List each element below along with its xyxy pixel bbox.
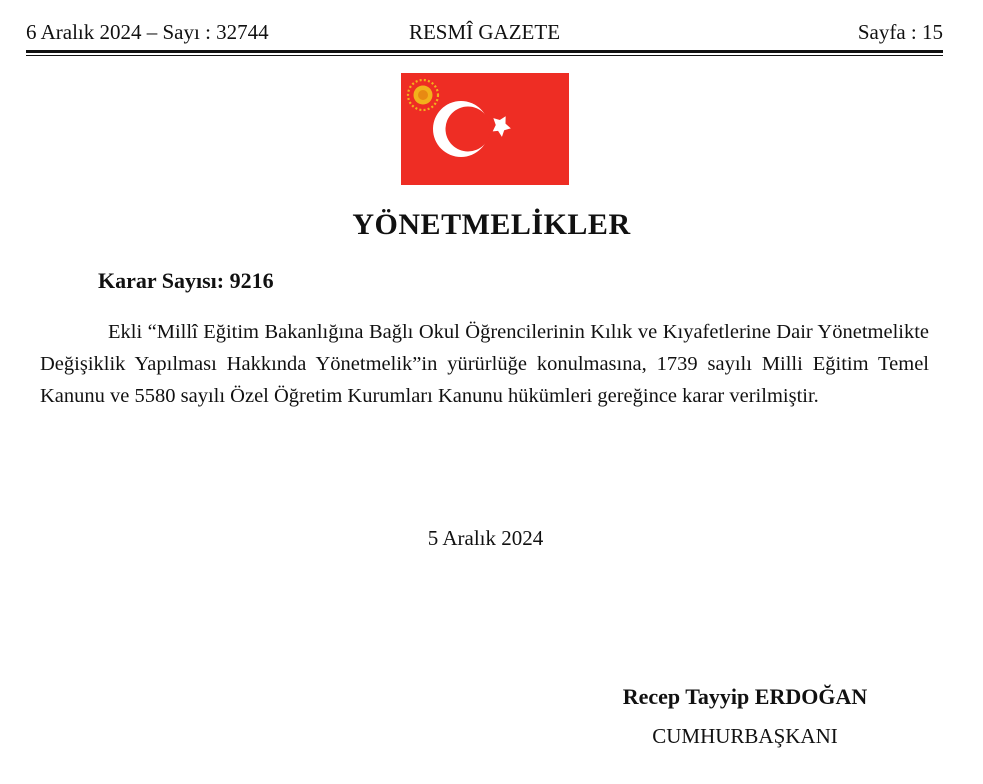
signature-block (590, 682, 900, 750)
signatory-name: Recep Tayyip ERDOĞAN (622, 684, 868, 709)
decision-date: 5 Aralık 2024 (427, 526, 544, 550)
section-title: YÖNETMELİKLER (352, 208, 631, 241)
decision-body-paragraph: Ekli “Millî Eğitim Bakanlığına Bağlı Okul Öğrencilerinin Kılık ve Kıyafetlerine Dair Yönetmelikte Değişiklik Yapılması Hakkında Yönetmelik”in yürürlüğe konulmasına, 1739 sayılı Milli Eğitim Temel Kanunu ve 5580 sayılı Özel Öğretim Kurumları Kanunu hükümleri gereğince karar verilmiştir. (40, 321, 929, 407)
page-number: Sayfa : 15 (857, 20, 943, 44)
header-rule-thin (26, 55, 943, 56)
issue-date-number: 6 Aralık 2024 – Sayı : 32744 (26, 20, 269, 44)
gazette-name: RESMÎ GAZETE (408, 20, 561, 44)
page-header (26, 20, 943, 48)
header-rule-thick (26, 50, 943, 53)
decision-number: Karar Sayısı: 9216 (98, 268, 274, 293)
turkish-flag-icon (401, 73, 569, 185)
signatory-title: CUMHURBAŞKANI (652, 724, 838, 748)
